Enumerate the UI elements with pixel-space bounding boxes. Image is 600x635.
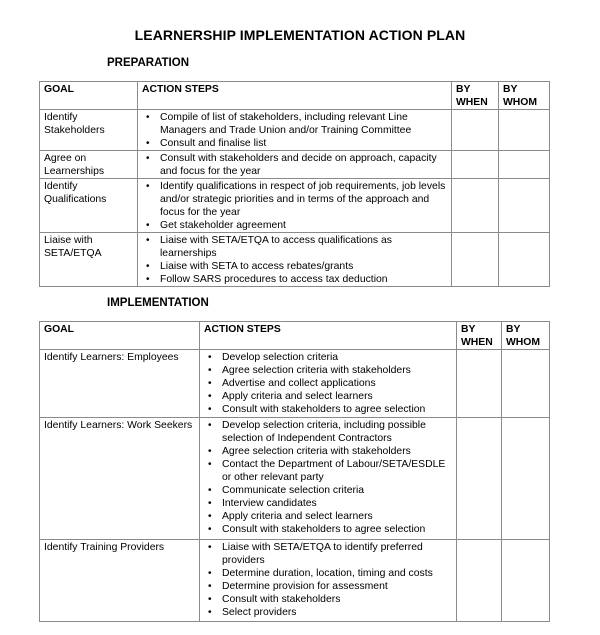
action-steps-cell bbox=[138, 151, 452, 179]
table-row bbox=[40, 233, 550, 287]
action-steps-cell bbox=[138, 110, 452, 151]
by-whom-cell bbox=[499, 110, 550, 151]
goal-cell: Identify Qualifications bbox=[40, 179, 138, 233]
action-steps-cell bbox=[138, 179, 452, 233]
list-item: • Apply criteria and select learners bbox=[222, 510, 452, 523]
goal-cell: Agree on Learnerships bbox=[40, 151, 138, 179]
goal-cell: Identify Training Providers bbox=[40, 540, 200, 622]
goal-cell: Identify Stakeholders bbox=[40, 110, 138, 151]
table-row bbox=[40, 350, 550, 418]
by-whom-cell bbox=[502, 540, 550, 622]
table-row bbox=[40, 418, 550, 540]
list-item: • Compile of list of stakeholders, including relevant Line Managers and Trade Union and/or Training Committee bbox=[160, 111, 447, 137]
list-item: • Consult and finalise list bbox=[160, 137, 447, 150]
by-whom-header: BY WHOM bbox=[502, 322, 550, 350]
list-item: • Determine duration, location, timing and costs bbox=[222, 567, 452, 580]
list-item: • Liaise with SETA/ETQA to identify preferred providers bbox=[222, 541, 452, 567]
action-steps-cell bbox=[200, 540, 457, 622]
action-steps-cell bbox=[138, 233, 452, 287]
list-item: • Consult with stakeholders to agree selection bbox=[222, 523, 452, 536]
goal-header: GOAL bbox=[40, 322, 200, 350]
list-item: • Get stakeholder agreement bbox=[160, 219, 447, 232]
by-when-cell bbox=[452, 151, 499, 179]
list-item: • Consult with stakeholders bbox=[222, 593, 452, 606]
table-header-row bbox=[40, 82, 550, 110]
list-item: • Contact the Department of Labour/SETA/ESDLE or other relevant party bbox=[222, 458, 452, 484]
by-whom-cell bbox=[502, 350, 550, 418]
by-when-header: BY WHEN bbox=[452, 82, 499, 110]
list-item: • Develop selection criteria bbox=[222, 351, 452, 364]
by-when-cell bbox=[457, 418, 502, 540]
action-steps-list bbox=[204, 351, 452, 416]
list-item: • Consult with stakeholders to agree selection bbox=[222, 403, 452, 416]
by-when-cell bbox=[457, 540, 502, 622]
action-steps-list bbox=[142, 180, 447, 232]
action-steps-list bbox=[142, 152, 447, 178]
implementation-table bbox=[39, 321, 550, 622]
action-steps-list bbox=[204, 541, 452, 619]
list-item: • Advertise and collect applications bbox=[222, 377, 452, 390]
goal-cell: Liaise with SETA/ETQA bbox=[40, 233, 138, 287]
by-when-cell bbox=[452, 233, 499, 287]
by-when-header: BY WHEN bbox=[457, 322, 502, 350]
by-whom-header: BY WHOM bbox=[499, 82, 550, 110]
preparation-table bbox=[39, 81, 550, 287]
goal-header: GOAL bbox=[40, 82, 138, 110]
list-item: • Liaise with SETA/ETQA to access qualifications as learnerships bbox=[160, 234, 447, 260]
list-item: • Apply criteria and select learners bbox=[222, 390, 452, 403]
action-steps-cell bbox=[200, 350, 457, 418]
list-item: • Communicate selection criteria bbox=[222, 484, 452, 497]
by-whom-cell bbox=[499, 151, 550, 179]
goal-cell: Identify Learners: Work Seekers bbox=[40, 418, 200, 540]
action-steps-list bbox=[142, 234, 447, 286]
by-whom-cell bbox=[499, 179, 550, 233]
by-when-cell bbox=[457, 350, 502, 418]
action-steps-header: ACTION STEPS bbox=[138, 82, 452, 110]
table-row bbox=[40, 179, 550, 233]
table-row bbox=[40, 540, 550, 622]
implementation-heading: IMPLEMENTATION bbox=[107, 297, 209, 309]
by-when-cell bbox=[452, 110, 499, 151]
by-whom-cell bbox=[502, 418, 550, 540]
action-steps-cell bbox=[200, 418, 457, 540]
list-item: • Select providers bbox=[222, 606, 452, 619]
table-header-row bbox=[40, 322, 550, 350]
list-item: • Agree selection criteria with stakeholders bbox=[222, 445, 452, 458]
by-when-cell bbox=[452, 179, 499, 233]
action-steps-list bbox=[204, 419, 452, 536]
table-row bbox=[40, 110, 550, 151]
preparation-heading: PREPARATION bbox=[107, 57, 189, 69]
list-item: • Follow SARS procedures to access tax deduction bbox=[160, 273, 447, 286]
document-title: LEARNERSHIP IMPLEMENTATION ACTION PLAN bbox=[134, 27, 466, 43]
list-item: • Identify qualifications in respect of job requirements, job levels and/or strategic priorities and in terms of the approach and focus for the year bbox=[160, 180, 447, 219]
table-row bbox=[40, 151, 550, 179]
list-item: • Interview candidates bbox=[222, 497, 452, 510]
action-steps-list bbox=[142, 111, 447, 150]
list-item: • Consult with stakeholders and decide on approach, capacity and focus for the year bbox=[160, 152, 447, 178]
list-item: • Determine provision for assessment bbox=[222, 580, 452, 593]
by-whom-cell bbox=[499, 233, 550, 287]
goal-cell: Identify Learners: Employees bbox=[40, 350, 200, 418]
list-item: • Liaise with SETA to access rebates/grants bbox=[160, 260, 447, 273]
action-steps-header: ACTION STEPS bbox=[200, 322, 457, 350]
list-item: • Agree selection criteria with stakeholders bbox=[222, 364, 452, 377]
list-item: • Develop selection criteria, including possible selection of Independent Contractors bbox=[222, 419, 452, 445]
